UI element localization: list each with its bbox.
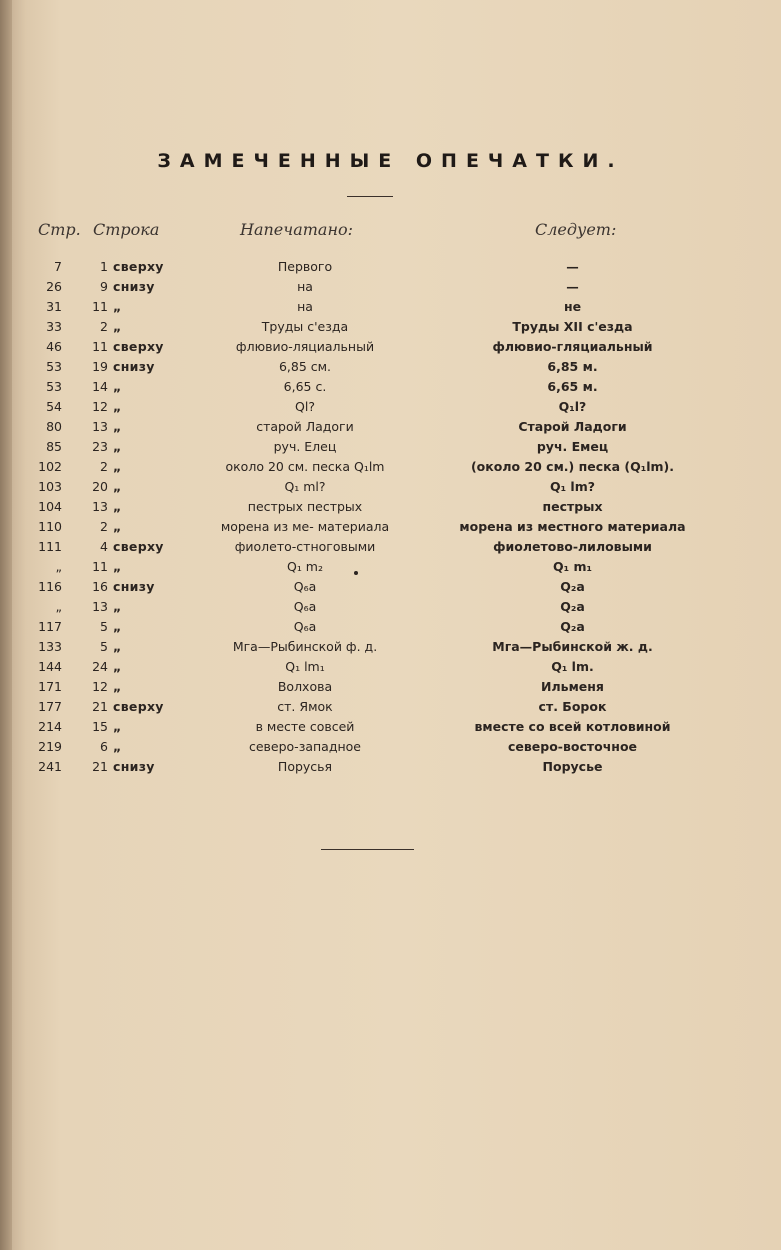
line-direction: сверху — [113, 539, 164, 554]
correct-text: — — [566, 279, 579, 294]
line-number: 12 — [92, 679, 108, 694]
table-row — [0, 337, 781, 357]
line-direction: „ — [113, 639, 122, 654]
printed-text: Волхова — [277, 679, 333, 694]
line-direction: „ — [113, 619, 122, 634]
line-number: 21 — [92, 759, 108, 774]
page-number: 104 — [38, 499, 62, 514]
printed-text: 6,85 см. — [278, 359, 332, 374]
line-direction: „ — [113, 719, 122, 734]
line-direction: „ — [113, 659, 122, 674]
page-number: 33 — [46, 319, 62, 334]
table-row — [0, 437, 781, 457]
table-row — [0, 737, 781, 757]
page-number: 80 — [46, 419, 62, 434]
page-number: „ — [55, 559, 62, 574]
line-direction: снизу — [113, 359, 155, 374]
correct-text: Q₁ m₁ — [553, 559, 592, 574]
page-number: 116 — [38, 579, 62, 594]
page-number: 53 — [46, 379, 62, 394]
line-number: 19 — [92, 359, 108, 374]
correct-text: руч. Емец — [536, 439, 609, 454]
line-direction: снизу — [113, 759, 155, 774]
printed-text: около 20 см. песка Q₁lm — [225, 459, 385, 474]
table-row — [0, 477, 781, 497]
table-row — [0, 757, 781, 777]
correct-text: Труды XII с'езда — [512, 319, 633, 334]
line-direction: „ — [113, 379, 122, 394]
table-row — [0, 577, 781, 597]
page-number: 26 — [46, 279, 62, 294]
printed-text: на — [297, 299, 313, 314]
correct-text: ст. Борок — [538, 699, 607, 714]
correct-text: не — [563, 299, 582, 314]
line-direction: „ — [113, 319, 122, 334]
correct-text: Q₁ lm. — [551, 659, 594, 674]
printed-text: ст. Ямок — [277, 699, 333, 714]
line-number: 15 — [92, 719, 108, 734]
printed-text: Первого — [277, 259, 333, 274]
printed-text: в месте совсей — [255, 719, 355, 734]
line-number: 2 — [100, 459, 108, 474]
table-row — [0, 637, 781, 657]
line-number: 2 — [100, 519, 108, 534]
line-number: 11 — [92, 559, 108, 574]
printed-text: Q₁ lm₁ — [285, 659, 325, 674]
page-number: 7 — [54, 259, 62, 274]
table-row — [0, 357, 781, 377]
correct-text: Q₁ lm? — [549, 479, 595, 494]
table-row — [0, 377, 781, 397]
printed-text: Труды с'езда — [261, 319, 349, 334]
line-direction: сверху — [113, 339, 164, 354]
table-row — [0, 397, 781, 417]
page-number: 214 — [38, 719, 62, 734]
header-page: Стр. — [38, 220, 81, 239]
line-number: 4 — [100, 539, 108, 554]
correct-text: флювио-гляциальный — [492, 339, 653, 354]
line-number: 13 — [92, 499, 108, 514]
printed-text: 6,65 с. — [283, 379, 327, 394]
page-number: 102 — [38, 459, 62, 474]
line-direction: „ — [113, 479, 122, 494]
page-number: 144 — [38, 659, 62, 674]
printed-text: фиолето-стноговыми — [234, 539, 376, 554]
correct-text: пестрых — [542, 499, 603, 514]
line-number: 20 — [92, 479, 108, 494]
line-number: 16 — [92, 579, 108, 594]
table-row — [0, 597, 781, 617]
table-row — [0, 537, 781, 557]
line-direction: „ — [113, 519, 122, 534]
correct-text: северо-восточное — [507, 739, 638, 754]
line-number: 24 — [92, 659, 108, 674]
correct-text: Мга—Рыбинской ж. д. — [492, 639, 653, 654]
line-number: 13 — [92, 599, 108, 614]
page-number: 219 — [38, 739, 62, 754]
page-number: „ — [55, 599, 62, 614]
page-number: 133 — [38, 639, 62, 654]
printed-text: старой Ладоги — [256, 419, 354, 434]
correct-text: 6,65 м. — [547, 379, 598, 394]
page-number: 171 — [38, 679, 62, 694]
line-number: 5 — [100, 619, 108, 634]
line-direction: сверху — [113, 259, 164, 274]
closing-divider — [321, 849, 414, 850]
page-number: 117 — [38, 619, 62, 634]
page-number: 85 — [46, 439, 62, 454]
table-row — [0, 557, 781, 577]
table-row — [0, 317, 781, 337]
line-number: 21 — [92, 699, 108, 714]
table-row — [0, 717, 781, 737]
header-correct: Следует: — [535, 220, 617, 239]
line-direction: „ — [113, 679, 122, 694]
page-number: 53 — [46, 359, 62, 374]
line-number: 14 — [92, 379, 108, 394]
printed-text: Ql? — [295, 399, 315, 414]
line-direction: сверху — [113, 699, 164, 714]
page-number: 111 — [38, 539, 62, 554]
correct-text: вместе со всей котловиной — [474, 719, 671, 734]
page-number: 31 — [46, 299, 62, 314]
line-number: 13 — [92, 419, 108, 434]
table-row — [0, 277, 781, 297]
line-direction: „ — [113, 459, 122, 474]
table-row — [0, 257, 781, 277]
table-row — [0, 617, 781, 637]
page-number: 241 — [38, 759, 62, 774]
line-number: 2 — [100, 319, 108, 334]
line-number: 11 — [92, 339, 108, 354]
printed-text: руч. Елец — [273, 439, 337, 454]
correct-text: Q₂a — [560, 599, 585, 614]
line-direction: „ — [113, 739, 122, 754]
page-number: 103 — [38, 479, 62, 494]
printed-text: на — [297, 279, 313, 294]
table-row — [0, 497, 781, 517]
line-direction: снизу — [113, 579, 155, 594]
title-divider — [347, 196, 393, 197]
page-title: ЗАМЕЧЕННЫЕ ОПЕЧАТКИ. — [157, 150, 624, 172]
correct-text: — — [566, 259, 579, 274]
line-number: 9 — [100, 279, 108, 294]
line-direction: „ — [113, 599, 122, 614]
page-number: 177 — [38, 699, 62, 714]
correct-text: (около 20 см.) песка (Q₁lm). — [470, 459, 675, 474]
page-number: 110 — [38, 519, 62, 534]
printed-text: Q₁ ml? — [284, 479, 326, 494]
line-number: 12 — [92, 399, 108, 414]
printed-text: Q₆a — [293, 619, 317, 634]
line-number: 23 — [92, 439, 108, 454]
line-direction: „ — [113, 439, 122, 454]
line-direction: снизу — [113, 279, 155, 294]
page-number: 54 — [46, 399, 62, 414]
table-row — [0, 457, 781, 477]
page-number: 46 — [46, 339, 62, 354]
correct-text: Порусье — [542, 759, 603, 774]
printed-text: пестрых пестрых — [247, 499, 363, 514]
table-row — [0, 657, 781, 677]
correct-text: Старой Ладоги — [518, 419, 627, 434]
correct-text: Q₁l? — [558, 399, 587, 414]
line-direction: „ — [113, 499, 122, 514]
printed-text: Q₁ m₂ — [286, 559, 323, 574]
printed-text: Q₆a — [293, 579, 317, 594]
printed-text: Q₆a — [293, 599, 317, 614]
line-direction: „ — [113, 559, 122, 574]
correct-text: морена из местного материала — [459, 519, 686, 534]
printed-text: Порусья — [277, 759, 333, 774]
correct-text: фиолетово-лиловыми — [493, 539, 652, 554]
errata-table — [0, 257, 781, 777]
correct-text: Q₂a — [560, 619, 585, 634]
header-line: Строка — [93, 220, 160, 239]
printed-text: северо-западное — [248, 739, 361, 754]
table-row — [0, 517, 781, 537]
line-number: 5 — [100, 639, 108, 654]
line-number: 6 — [100, 739, 108, 754]
line-number: 11 — [92, 299, 108, 314]
line-number: 1 — [100, 259, 108, 274]
line-direction: „ — [113, 399, 122, 414]
line-direction: „ — [113, 419, 122, 434]
table-row — [0, 697, 781, 717]
ink-speck — [354, 571, 358, 575]
table-row — [0, 297, 781, 317]
correct-text: 6,85 м. — [547, 359, 598, 374]
line-direction: „ — [113, 299, 122, 314]
correct-text: Ильменя — [541, 679, 604, 694]
printed-text: флювио-ляциальный — [235, 339, 375, 354]
printed-text: Мга—Рыбинской ф. д. — [232, 639, 378, 654]
table-row — [0, 417, 781, 437]
correct-text: Q₂a — [560, 579, 585, 594]
printed-text: морена из ме- материала — [220, 519, 390, 534]
header-printed: Напечатано: — [240, 220, 354, 239]
table-row — [0, 677, 781, 697]
